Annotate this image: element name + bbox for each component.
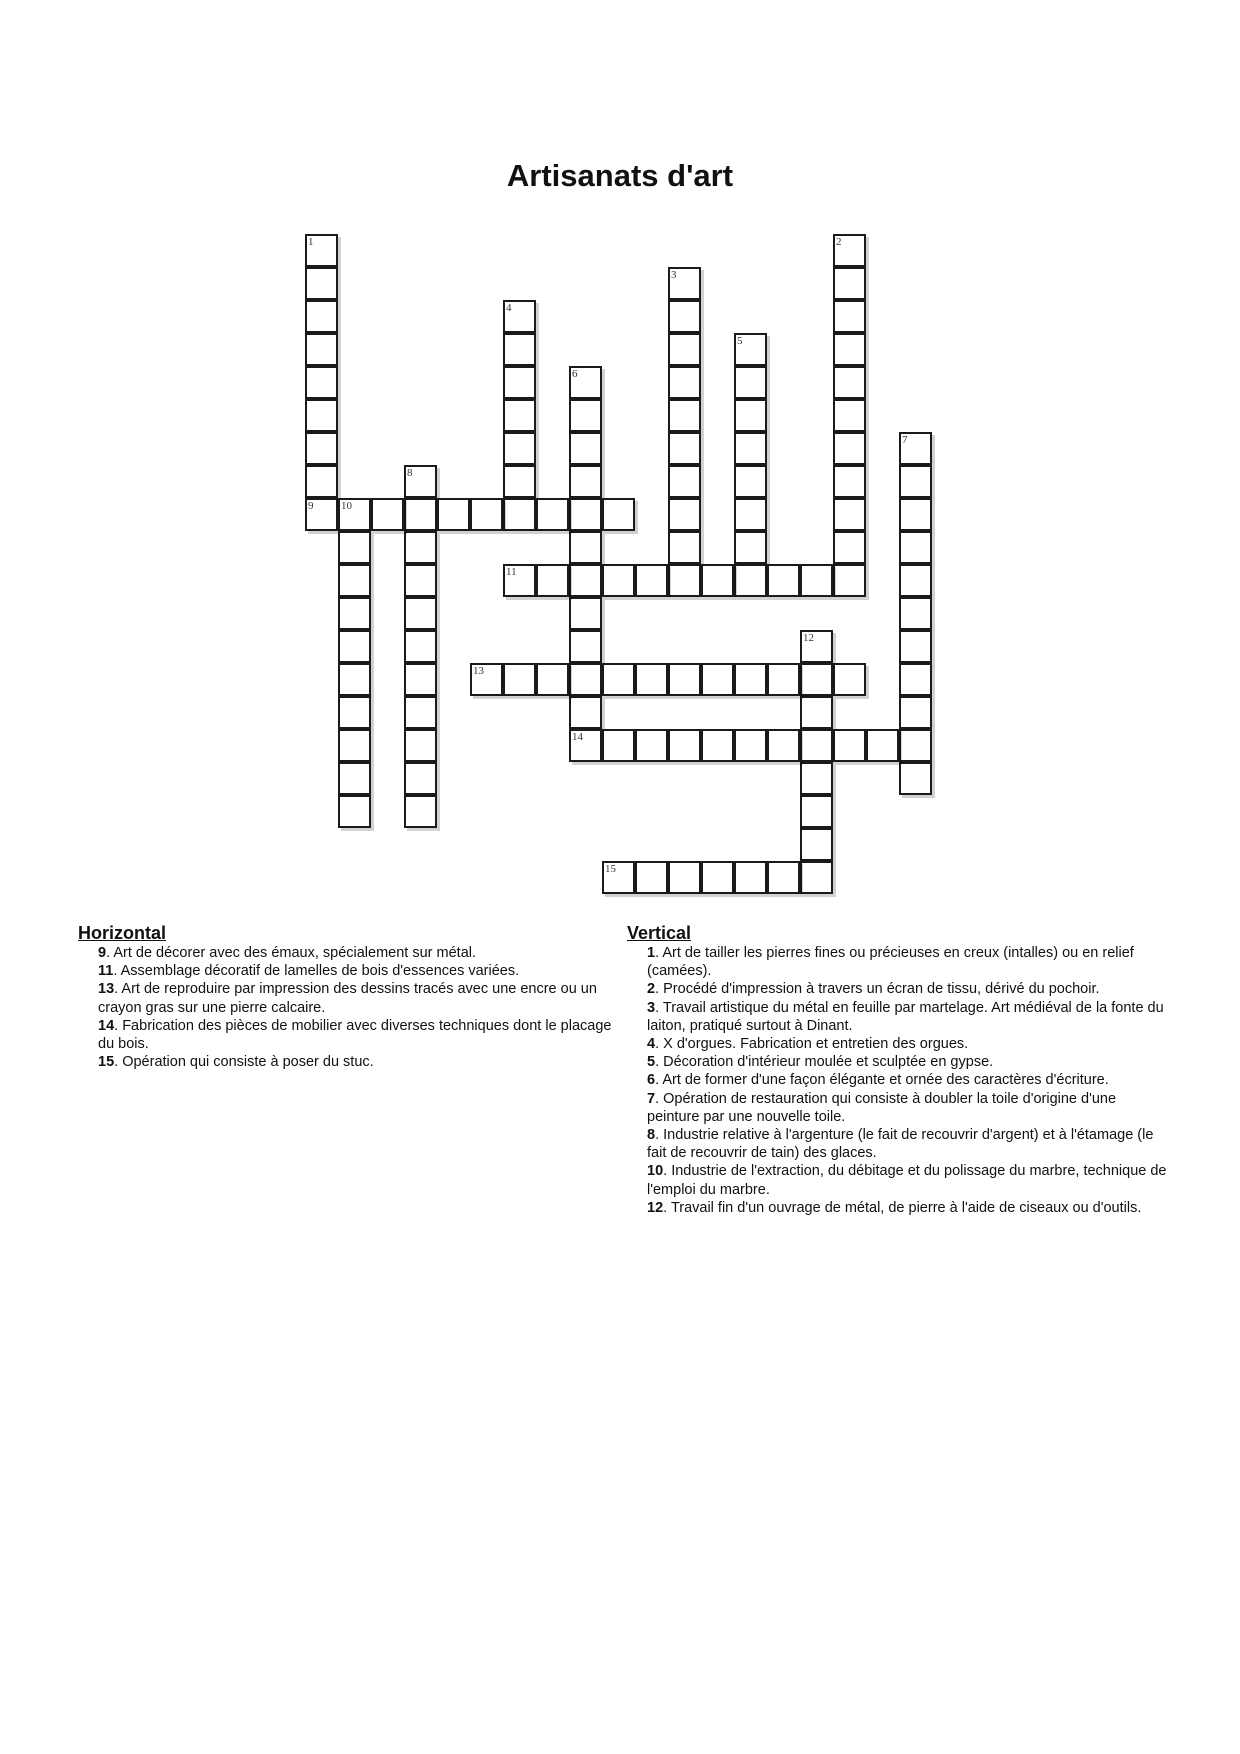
- grid-cell[interactable]: [404, 729, 437, 762]
- grid-cell[interactable]: [404, 762, 437, 795]
- grid-cell[interactable]: [569, 465, 602, 498]
- clue-down-2: 2. Procédé d'impression à travers un écran de tissu, dérivé du pochoir.: [647, 981, 1100, 998]
- grid-cell[interactable]: [734, 498, 767, 531]
- grid-cell[interactable]: [404, 564, 437, 597]
- grid-cell[interactable]: [833, 663, 866, 696]
- grid-cell[interactable]: [899, 465, 932, 498]
- grid-cell[interactable]: [734, 564, 767, 597]
- grid-cell[interactable]: [305, 333, 338, 366]
- grid-cell[interactable]: [734, 861, 767, 894]
- grid-cell[interactable]: [833, 366, 866, 399]
- clue-down-7: 7. Opération de restauration qui consiste à doubler la toile d'origine d'une peinture par une nouvelle toile.: [647, 1090, 1117, 1125]
- grid-cell[interactable]: [602, 663, 635, 696]
- grid-cell[interactable]: [569, 498, 602, 531]
- clue-number-4: 4: [506, 302, 512, 314]
- grid-cell[interactable]: [635, 861, 668, 894]
- grid-cell[interactable]: [503, 399, 536, 432]
- grid-cell[interactable]: [437, 498, 470, 531]
- grid-cell[interactable]: [503, 333, 536, 366]
- grid-cell[interactable]: [899, 729, 932, 762]
- grid-cell[interactable]: [767, 663, 800, 696]
- grid-cell[interactable]: [899, 531, 932, 564]
- grid-cell[interactable]: [305, 432, 338, 465]
- grid-cell[interactable]: [668, 432, 701, 465]
- clue-number-13: 13: [473, 665, 484, 677]
- grid-cell[interactable]: [701, 564, 734, 597]
- clue-number-2: 2: [836, 236, 842, 248]
- grid-cell[interactable]: [569, 630, 602, 663]
- clue-number-5: 5: [737, 335, 743, 347]
- grid-cell[interactable]: [800, 696, 833, 729]
- grid-cell[interactable]: [734, 531, 767, 564]
- grid-cell[interactable]: [734, 366, 767, 399]
- grid-cell[interactable]: [668, 333, 701, 366]
- clue-across-11: 11. Assemblage décoratif de lamelles de bois d'essences variées.: [98, 963, 520, 980]
- vertical-heading: Vertical: [627, 923, 692, 943]
- grid-cell[interactable]: [668, 300, 701, 333]
- grid-cell[interactable]: [635, 564, 668, 597]
- grid-cell[interactable]: [701, 729, 734, 762]
- clue-number-8: 8: [407, 467, 413, 479]
- grid-cell[interactable]: [470, 498, 503, 531]
- grid-cell[interactable]: [668, 399, 701, 432]
- grid-cell[interactable]: [404, 531, 437, 564]
- grid-cell[interactable]: [833, 333, 866, 366]
- clue-across-13: 13. Art de reproduire par impression des dessins tracés avec une encre ou un crayon gras sur une pierre calcaire.: [98, 981, 597, 1016]
- grid-cell[interactable]: [800, 762, 833, 795]
- grid-cell[interactable]: [338, 531, 371, 564]
- clue-down-8: 8. Industrie relative à l'argenture (le fait de recouvrir d'argent) et à l'étamage (le fait de recouvrir de tain) des glaces.: [647, 1127, 1154, 1162]
- grid-cell[interactable]: [569, 663, 602, 696]
- grid-cell[interactable]: [404, 498, 437, 531]
- grid-cell[interactable]: [404, 696, 437, 729]
- grid-cell[interactable]: [800, 828, 833, 861]
- grid-cell[interactable]: [899, 696, 932, 729]
- grid-cell[interactable]: [338, 564, 371, 597]
- grid-cell[interactable]: [338, 597, 371, 630]
- grid-cell[interactable]: [833, 399, 866, 432]
- grid-cell[interactable]: [569, 597, 602, 630]
- grid-cell[interactable]: [338, 795, 371, 828]
- grid-cell[interactable]: [833, 498, 866, 531]
- grid-cell[interactable]: [404, 630, 437, 663]
- clue-down-4: 4. X d'orgues. Fabrication et entretien des orgues.: [647, 1036, 969, 1053]
- horizontal-heading: Horizontal: [78, 923, 166, 943]
- clue-down-12: 12. Travail fin d'un ouvrage de métal, de pierre à l'aide de ciseaux ou d'outils.: [647, 1199, 1142, 1216]
- grid-cell[interactable]: [800, 729, 833, 762]
- grid-cell[interactable]: [833, 432, 866, 465]
- grid-cell[interactable]: [899, 564, 932, 597]
- grid-cell[interactable]: [734, 729, 767, 762]
- grid-cell[interactable]: [668, 663, 701, 696]
- grid-cell[interactable]: [668, 861, 701, 894]
- grid-cell[interactable]: [569, 432, 602, 465]
- grid-cell[interactable]: [833, 267, 866, 300]
- clue-down-6: 6. Art de former d'une façon élégante et ornée des caractères d'écriture.: [647, 1072, 1109, 1089]
- grid-cell[interactable]: [305, 465, 338, 498]
- clue-number-15: 15: [605, 863, 616, 875]
- grid-cell[interactable]: [305, 300, 338, 333]
- grid-cell[interactable]: [899, 762, 932, 795]
- grid-cell[interactable]: [866, 729, 899, 762]
- grid-cell[interactable]: [371, 498, 404, 531]
- grid-cell[interactable]: [767, 861, 800, 894]
- grid-cell[interactable]: [767, 729, 800, 762]
- vertical-clues: [627, 923, 1172, 1217]
- grid-cell[interactable]: [635, 729, 668, 762]
- clue-across-14: 14. Fabrication des pièces de mobilier avec diverses techniques dont le placage du bois.: [98, 1017, 612, 1053]
- grid-cell[interactable]: [668, 465, 701, 498]
- clue-number-14: 14: [572, 731, 583, 743]
- grid-cell[interactable]: [338, 729, 371, 762]
- grid-cell[interactable]: [503, 465, 536, 498]
- grid-cell[interactable]: [833, 729, 866, 762]
- clue-number-1: 1: [308, 236, 314, 248]
- grid-cell[interactable]: [899, 597, 932, 630]
- grid-cell[interactable]: [668, 366, 701, 399]
- clue-down-10: 10. Industrie de l'extraction, du débitage et du polissage du marbre, technique de l'emploi du marbre.: [647, 1163, 1167, 1198]
- grid-cell[interactable]: [569, 696, 602, 729]
- clue-number-9: 9: [308, 500, 314, 512]
- clue-down-5: 5. Décoration d'intérieur moulée et sculptée en gypse.: [647, 1054, 994, 1071]
- clue-number-3: 3: [671, 269, 677, 281]
- grid-cell[interactable]: [668, 531, 701, 564]
- grid-cell[interactable]: [734, 399, 767, 432]
- grid-cell[interactable]: [602, 498, 635, 531]
- grid-cell[interactable]: [569, 399, 602, 432]
- grid-cell[interactable]: [800, 564, 833, 597]
- grid-cell[interactable]: [668, 729, 701, 762]
- grid-cell[interactable]: [404, 795, 437, 828]
- grid-cell[interactable]: [734, 465, 767, 498]
- grid-cell[interactable]: [800, 663, 833, 696]
- grid-cell[interactable]: [338, 762, 371, 795]
- grid-cell[interactable]: [635, 663, 668, 696]
- page-title: Artisanats d'art: [506, 158, 734, 193]
- grid-cell[interactable]: [503, 498, 536, 531]
- grid-cell[interactable]: [536, 663, 569, 696]
- clue-across-15: 15. Opération qui consiste à poser du stuc.: [98, 1054, 374, 1071]
- grid-cell[interactable]: [833, 564, 866, 597]
- grid-cell[interactable]: [899, 498, 932, 531]
- grid-cell[interactable]: [338, 630, 371, 663]
- grid-cell[interactable]: [338, 696, 371, 729]
- grid-cell[interactable]: [569, 564, 602, 597]
- grid-cell[interactable]: [767, 564, 800, 597]
- clue-across-9: 9. Art de décorer avec des émaux, spécialement sur métal.: [98, 945, 477, 961]
- grid-cell[interactable]: [734, 663, 767, 696]
- grid-cell[interactable]: [536, 498, 569, 531]
- clue-number-12: 12: [803, 632, 814, 644]
- clue-down-1: 1. Art de tailler les pierres fines ou précieuses en creux (intalles) ou en relief (camées).: [647, 945, 1134, 980]
- grid-cell[interactable]: [701, 861, 734, 894]
- grid-cell[interactable]: [701, 663, 734, 696]
- grid-cell[interactable]: [503, 366, 536, 399]
- grid-cell[interactable]: [602, 564, 635, 597]
- clue-number-6: 6: [572, 368, 578, 380]
- grid-cell[interactable]: [404, 597, 437, 630]
- grid-cell[interactable]: [899, 630, 932, 663]
- grid-cell[interactable]: [833, 465, 866, 498]
- grid-cell[interactable]: [833, 531, 866, 564]
- grid-cell[interactable]: [305, 399, 338, 432]
- grid-cell[interactable]: [833, 300, 866, 333]
- horizontal-clues: [78, 923, 618, 1071]
- grid-cell[interactable]: [800, 861, 833, 894]
- grid-cell[interactable]: [503, 663, 536, 696]
- grid-cell[interactable]: [668, 564, 701, 597]
- grid-cell[interactable]: [338, 663, 371, 696]
- clue-number-10: 10: [341, 500, 352, 512]
- grid-cell[interactable]: [668, 498, 701, 531]
- clue-number-7: 7: [902, 434, 908, 446]
- clue-down-3: 3. Travail artistique du métal en feuille par martelage. Art médiéval de la fonte du laiton, pratiqué surtout à Dinant.: [647, 999, 1164, 1034]
- clue-number-11: 11: [506, 566, 517, 578]
- grid-cell[interactable]: [602, 729, 635, 762]
- grid-cell[interactable]: [734, 432, 767, 465]
- grid-cell[interactable]: [503, 432, 536, 465]
- grid-cell[interactable]: [899, 663, 932, 696]
- grid-cell[interactable]: [536, 564, 569, 597]
- grid-cell[interactable]: [305, 267, 338, 300]
- grid-cell[interactable]: [404, 663, 437, 696]
- grid-cell[interactable]: [305, 366, 338, 399]
- grid-cell[interactable]: [800, 795, 833, 828]
- grid-cell[interactable]: [569, 531, 602, 564]
